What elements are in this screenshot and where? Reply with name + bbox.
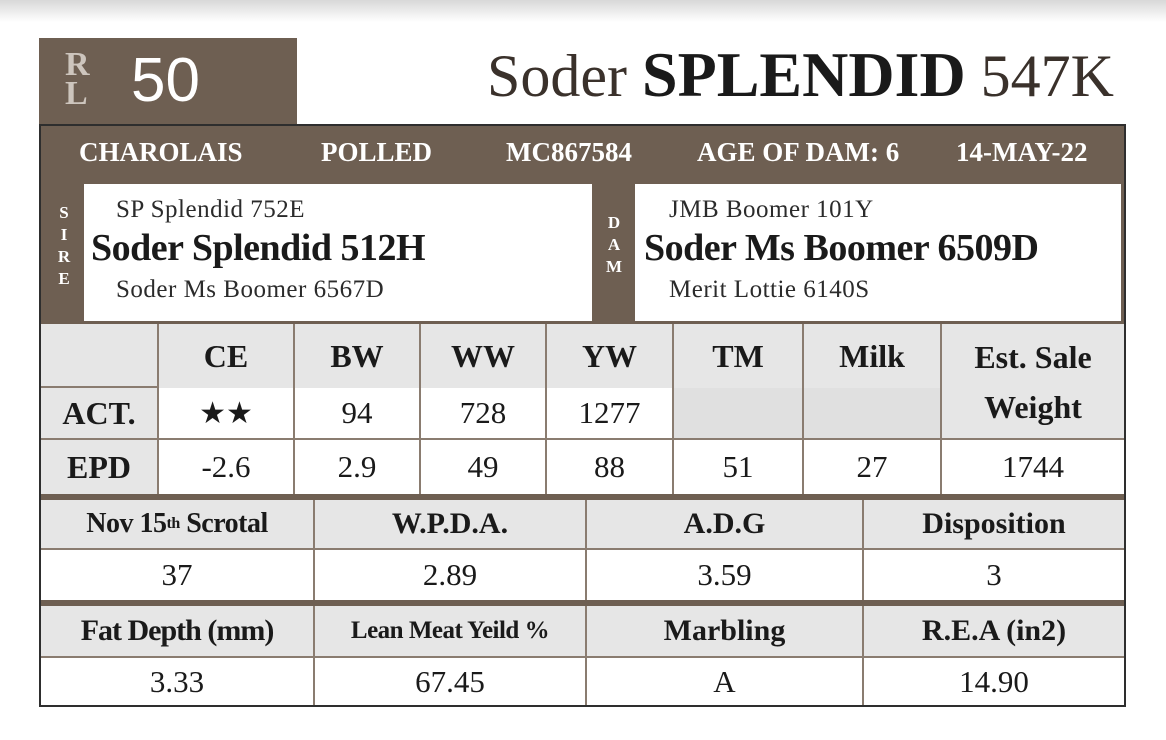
header-yw: YW (547, 324, 674, 388)
row3-table (41, 606, 1124, 705)
value-rea: 14.90 (864, 658, 1124, 705)
value-wpda: 2.89 (315, 550, 587, 600)
dam-panel (635, 184, 1121, 321)
dam-sire: JMB Boomer 101Y (669, 196, 874, 223)
row2-table (41, 500, 1124, 600)
info-bar (41, 126, 1124, 180)
value-adg: 3.59 (587, 550, 864, 600)
breed: CHAROLAIS (79, 137, 243, 167)
header-scrotal: Nov 15 th Scrotal (41, 500, 315, 550)
row-label-epd: EPD (41, 440, 159, 494)
lot-box (39, 38, 297, 124)
animal-name (487, 30, 1114, 120)
header-est-sale-weight: Est. Sale Weight (942, 324, 1124, 440)
dam-dam: Merit Lottie 6140S (669, 276, 870, 303)
animal-prefix: Soder (487, 43, 628, 109)
header-bw: BW (295, 324, 421, 388)
header-disposition: Disposition (864, 500, 1124, 550)
header-tm: TM (674, 324, 804, 388)
value-scrotal: 37 (41, 550, 315, 600)
animal-main-name: SPLENDID (642, 39, 966, 110)
act-ce-stars: ★★ (159, 388, 295, 440)
header-lean-meat-yield: Lean Meat Yeild % (315, 606, 587, 658)
epd-ce: -2.6 (159, 440, 295, 494)
header-marbling: Marbling (587, 606, 864, 658)
animal-suffix: 547K (980, 43, 1114, 109)
row-label-act: ACT. (41, 388, 159, 440)
registration-number: MC867584 (506, 137, 632, 167)
header-rea: R.E.A (in2) (864, 606, 1124, 658)
epd-table (41, 324, 1124, 494)
header-adg: A.D.G (587, 500, 864, 550)
pedigree (41, 180, 1124, 324)
dam-name: Soder Ms Boomer 6509D (644, 227, 1039, 269)
value-fat-depth: 3.33 (41, 658, 315, 705)
epd-yw: 88 (547, 440, 674, 494)
value-disposition: 3 (864, 550, 1124, 600)
sire-label: S I R E (57, 203, 71, 288)
act-tm (674, 388, 804, 440)
header-milk: Milk (804, 324, 942, 388)
act-bw: 94 (295, 388, 421, 440)
epd-tm: 51 (674, 440, 804, 494)
header-wpda: W.P.D.A. (315, 500, 587, 550)
header-ce: CE (159, 324, 295, 388)
epd-bw: 2.9 (295, 440, 421, 494)
act-milk (804, 388, 942, 440)
value-lean-meat-yield: 67.45 (315, 658, 587, 705)
epd-ww: 49 (421, 440, 547, 494)
epd-milk: 27 (804, 440, 942, 494)
lot-number: 50 (131, 46, 200, 115)
act-yw: 1277 (547, 388, 674, 440)
header-fat-depth: Fat Depth (mm) (41, 606, 315, 658)
rl-logo: R L (65, 46, 90, 112)
epd-est-sale-weight: 1744 (942, 440, 1124, 494)
header-ww: WW (421, 324, 547, 388)
value-marbling: A (587, 658, 864, 705)
age-of-dam: AGE OF DAM: 6 (697, 137, 900, 167)
birth-date: 14-MAY-22 (956, 137, 1088, 167)
sire-name: Soder Splendid 512H (91, 227, 426, 269)
dam-label: D A M (605, 213, 623, 276)
sire-sire: SP Splendid 752E (116, 196, 306, 223)
sire-dam: Soder Ms Boomer 6567D (116, 276, 385, 303)
epd-corner-cell (41, 324, 159, 388)
lot-card (39, 124, 1126, 707)
top-shadow (0, 0, 1166, 22)
act-ww: 728 (421, 388, 547, 440)
horn-status: POLLED (321, 137, 433, 167)
sire-panel (84, 184, 592, 321)
